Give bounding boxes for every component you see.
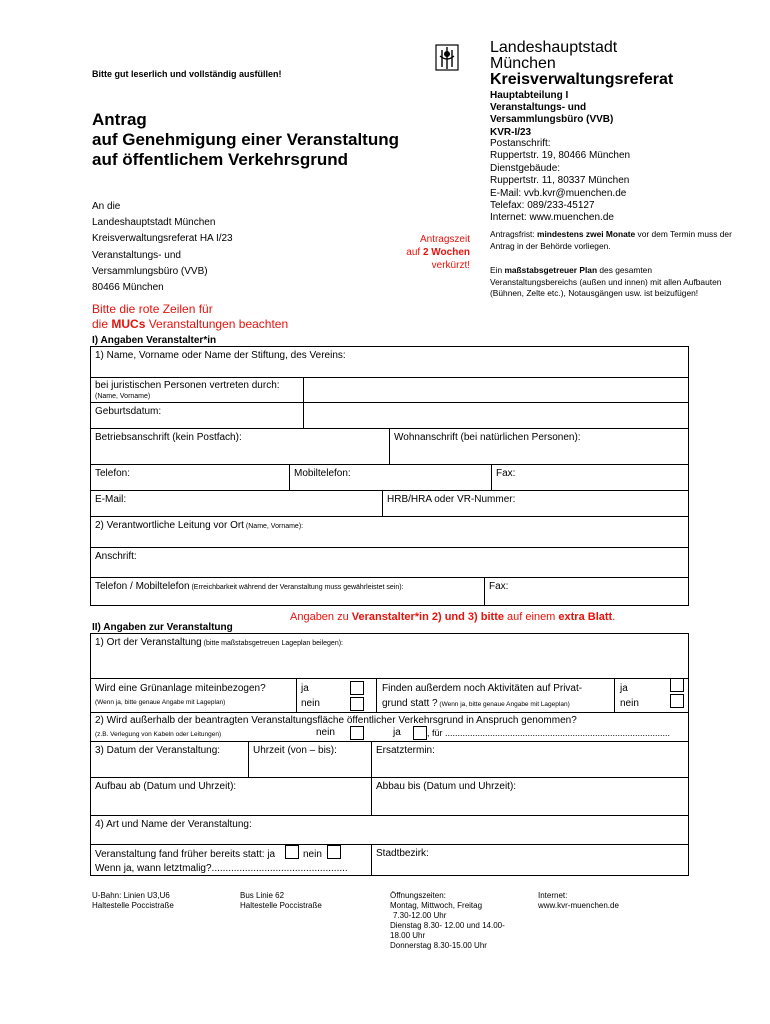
red-note-text: die	[92, 317, 112, 331]
event-location-label: 1) Ort der Veranstaltung	[95, 637, 202, 648]
mobile-label: Mobiltelefon:	[294, 468, 351, 479]
contact-block	[490, 138, 630, 225]
event-type-field[interactable]	[90, 815, 689, 845]
antragszeit-note	[370, 233, 470, 272]
extra-sheet-note	[290, 611, 615, 623]
legal-rep-label: bei juristischen Personen vertreten durch:	[95, 380, 280, 391]
outside-area-sublabel: (z.B. Verlegung von Kabeln oder Leitungen)	[95, 731, 222, 738]
private-ground-question: Finden außerdem noch Aktivitäten auf Privat-	[382, 683, 583, 694]
contact-line: Ruppertstr. 19, 80466 München	[490, 150, 631, 162]
email-label: E-Mail:	[95, 494, 127, 505]
private-ground-question-2: grund statt ?	[382, 698, 438, 709]
birthdate-label: Geburtsdatum:	[95, 406, 162, 417]
footer-line: Öffnungszeiten:	[390, 891, 446, 900]
footer-line: Internet:	[538, 891, 568, 900]
register-number-label: HRB/HRA oder VR-Nummer:	[387, 494, 516, 505]
deadline-note	[490, 229, 735, 252]
green-area-question: Wird eine Grünanlage miteinbezogen?	[95, 683, 266, 694]
teardown-label: Abbau bis (Datum und Uhrzeit):	[376, 781, 517, 792]
extra-note-bold: extra Blatt	[558, 611, 613, 623]
address-line: 80466 München	[92, 282, 164, 294]
footer-internet-link[interactable]: www.kvr-muenchen.de	[538, 901, 619, 910]
footer-line: Donnerstag 8.30-15.00 Uhr	[390, 941, 487, 950]
phone-label: Telefon:	[95, 468, 131, 479]
fax-label: Fax:	[496, 468, 516, 479]
address-line: Veranstaltungs- und	[92, 249, 181, 261]
dept-line: Veranstaltungs- und	[490, 102, 587, 114]
legal-rep-sublabel: (Name, Vorname)	[95, 393, 151, 400]
responsible-phone-field[interactable]	[90, 577, 485, 606]
address-line: Landeshauptstadt München	[92, 217, 216, 229]
red-note-line: Bitte die rote Zeilen für	[92, 302, 213, 316]
responsible-sublabel: (Name, Vorname):	[243, 523, 304, 530]
antragszeit-weeks: 2 Wochen	[422, 247, 470, 258]
setup-label: Aufbau ab (Datum und Uhrzeit):	[95, 781, 237, 792]
extra-note-text: Angaben zu	[290, 611, 352, 623]
green-no-label: nein	[301, 698, 320, 709]
org-block	[490, 40, 673, 88]
green-no-checkbox[interactable]	[350, 697, 364, 711]
recipient-address	[92, 199, 233, 296]
previous-yes-checkbox[interactable]	[285, 845, 299, 859]
responsible-address-field[interactable]	[90, 547, 689, 578]
event-location-field[interactable]	[90, 633, 689, 679]
green-yes-checkbox[interactable]	[350, 681, 364, 695]
antragszeit-line: verkürzt!	[431, 260, 470, 271]
contact-line: Ruppertstr. 11, 80337 München	[490, 175, 630, 187]
footer-line: Haltestelle Poccistraße	[240, 901, 322, 910]
email-field[interactable]	[90, 490, 383, 517]
responsible-phone-sublabel: (Erreichbarkeit während der Veranstaltung muss gewährleistet sein):	[189, 584, 404, 591]
organizer-name-field[interactable]	[90, 346, 689, 378]
outside-no-label: nein	[316, 727, 335, 738]
extra-note-text: .	[612, 611, 616, 623]
birthdate-field[interactable]	[303, 402, 689, 429]
dept-line: KVR-I/23	[490, 126, 532, 138]
contact-fax: Telefax: 089/233-45127	[490, 200, 595, 212]
address-line: Versammlungsbüro (VVB)	[92, 265, 208, 277]
outside-area-question: 2) Wird außerhalb der beantragten Veranstaltungsfläche öffentlicher Verkehrsgrund in Anspruch genommen?	[95, 715, 577, 726]
last-time-field[interactable]: Wenn ja, wann letztmalig?.................................................	[95, 863, 348, 874]
alternative-date-field[interactable]	[371, 741, 689, 778]
business-address-label: Betriebsanschrift (kein Postfach):	[95, 432, 242, 443]
red-rows-note	[92, 302, 288, 332]
footer-internet	[538, 891, 619, 911]
previous-event-question: Veranstaltung fand früher bereits statt: ja	[95, 849, 276, 860]
outside-no-checkbox[interactable]	[350, 726, 364, 740]
plan-note	[490, 265, 735, 300]
footer-line: 18.00 Uhr	[390, 931, 426, 940]
responsible-phone-label: Telefon / Mobiltelefon	[95, 581, 190, 592]
deadline-bold: mindestens zwei Monate	[537, 229, 636, 239]
birthdate-label-cell	[90, 402, 304, 429]
contact-email[interactable]: E-Mail: vvb.kvr@muenchen.de	[490, 187, 627, 199]
legal-rep-field[interactable]	[303, 377, 689, 403]
home-address-label: Wohnanschrift (bei natürlichen Personen):	[394, 432, 581, 443]
footer-ubahn	[92, 891, 174, 911]
dept-block	[490, 90, 613, 139]
address-line: Kreisverwaltungsreferat HA I/23	[92, 233, 233, 245]
extra-note-bold: Veranstalter*in 2) und 3) bitte	[351, 611, 504, 623]
teardown-field[interactable]	[371, 777, 689, 816]
organizer-name-label: 1) Name, Vorname oder Name der Stiftung, des Vereins:	[95, 350, 346, 361]
business-address-field[interactable]	[90, 428, 390, 465]
phone-field[interactable]	[90, 464, 290, 491]
red-note-text: Veranstaltungen beachten	[145, 317, 289, 331]
private-yes-checkbox[interactable]	[670, 678, 684, 692]
antragszeit-text: auf	[406, 247, 423, 258]
setup-field[interactable]	[90, 777, 372, 816]
green-yes-label: ja	[301, 683, 309, 694]
responsible-fax-field[interactable]	[484, 577, 689, 606]
section-1-heading: I) Angaben Veranstalter*in	[92, 335, 217, 346]
munich-logo-icon	[434, 42, 460, 72]
footer-line: U-Bahn: Linien U3,U6	[92, 891, 170, 900]
event-time-label: Uhrzeit (von – bis):	[253, 745, 337, 756]
alternative-date-label: Ersatztermin:	[376, 745, 435, 756]
footer-bus	[240, 891, 322, 911]
event-type-label: 4) Art und Name der Veranstaltung:	[95, 819, 252, 830]
fill-note: Bitte gut leserlich und vollständig ausfüllen!	[92, 69, 282, 79]
responsible-label: 2) Verantwortliche Leitung vor Ort	[95, 520, 244, 531]
row-divider	[296, 678, 297, 713]
plan-text: Ein	[490, 265, 505, 275]
private-no-checkbox[interactable]	[670, 694, 684, 708]
contact-internet[interactable]: Internet: www.muenchen.de	[490, 212, 614, 224]
plan-text: des gesamten Veranstaltungsbereichs (außen und innen) mit allen Aufbauten (Bühnen, Zelte etc.), Notausgängen usw. ist beizufügen!	[490, 265, 722, 298]
private-no-label: nein	[620, 698, 639, 709]
plan-bold: maßstabsgetreuer Plan	[504, 265, 598, 275]
deadline-text: Antragsfrist:	[490, 229, 538, 239]
red-note-mucs: MUCs	[111, 317, 146, 331]
home-address-field[interactable]	[389, 428, 689, 465]
event-location-sublabel: (bitte maßstabsgetreuen Lageplan beilegen):	[201, 640, 343, 647]
responsible-fax-label: Fax:	[489, 581, 509, 592]
district-field[interactable]	[371, 844, 689, 876]
deadline-text: vor dem Termin muss der Antrag in der Behörde vorliegen.	[490, 229, 732, 251]
page-title	[92, 110, 399, 170]
footer-line: Dienstag 8.30- 12.00 und 14.00-	[390, 921, 505, 930]
section-2-heading: II) Angaben zur Veranstaltung	[92, 622, 233, 633]
private-yes-label: ja	[620, 683, 628, 694]
dept-line: Versammlungsbüro (VVB)	[490, 114, 614, 126]
org-line-1: Landeshauptstadt	[490, 39, 618, 56]
title-line-2: auf Genehmigung einer Veranstaltung	[92, 130, 399, 149]
extra-note-text: auf einem	[503, 611, 559, 623]
row-divider	[376, 678, 377, 713]
green-area-sublabel: (Wenn ja, bitte genaue Angabe mit Lageplan)	[95, 699, 226, 706]
row-divider	[614, 678, 615, 713]
fax-field[interactable]	[491, 464, 689, 491]
contact-line: Dienstgebäude:	[490, 162, 561, 174]
mobile-field[interactable]	[289, 464, 492, 491]
legal-rep-label-cell	[90, 377, 304, 403]
footer-line: 7.30-12.00 Uhr	[393, 911, 447, 920]
outside-purpose-field[interactable]: , für ..........................................................................................	[427, 728, 671, 738]
address-line: An die	[92, 201, 121, 212]
previous-no-checkbox[interactable]	[327, 845, 341, 859]
outside-yes-label: ja	[393, 727, 401, 738]
footer-line: Bus Linie 62	[240, 891, 285, 900]
footer-line: Montag, Mittwoch, Freitag	[390, 901, 483, 910]
outside-yes-checkbox[interactable]	[413, 726, 427, 740]
register-number-field[interactable]	[382, 490, 689, 517]
previous-no-label: nein	[303, 849, 322, 860]
event-date-field[interactable]	[90, 741, 249, 778]
event-time-field[interactable]	[248, 741, 372, 778]
district-label: Stadtbezirk:	[376, 848, 429, 859]
title-line-1: Antrag	[92, 110, 147, 129]
title-line-3: auf öffentlichem Verkehrsgrund	[92, 150, 348, 169]
footer-hours	[390, 891, 505, 951]
private-ground-sublabel: (Wenn ja, bitte genaue Angabe mit Lageplan)	[437, 701, 570, 708]
footer-line: Haltestelle Poccistraße	[92, 901, 174, 910]
dept-line: Hauptabteilung I	[490, 90, 569, 101]
org-line-3: Kreisverwaltungsreferat	[490, 71, 674, 88]
contact-line: Postanschrift:	[490, 138, 551, 149]
org-line-2: München	[490, 55, 556, 72]
responsible-address-label: Anschrift:	[95, 551, 137, 562]
event-date-label: 3) Datum der Veranstaltung:	[95, 745, 221, 756]
antragszeit-line: Antragszeit	[419, 234, 470, 245]
responsible-person-field[interactable]	[90, 516, 689, 548]
